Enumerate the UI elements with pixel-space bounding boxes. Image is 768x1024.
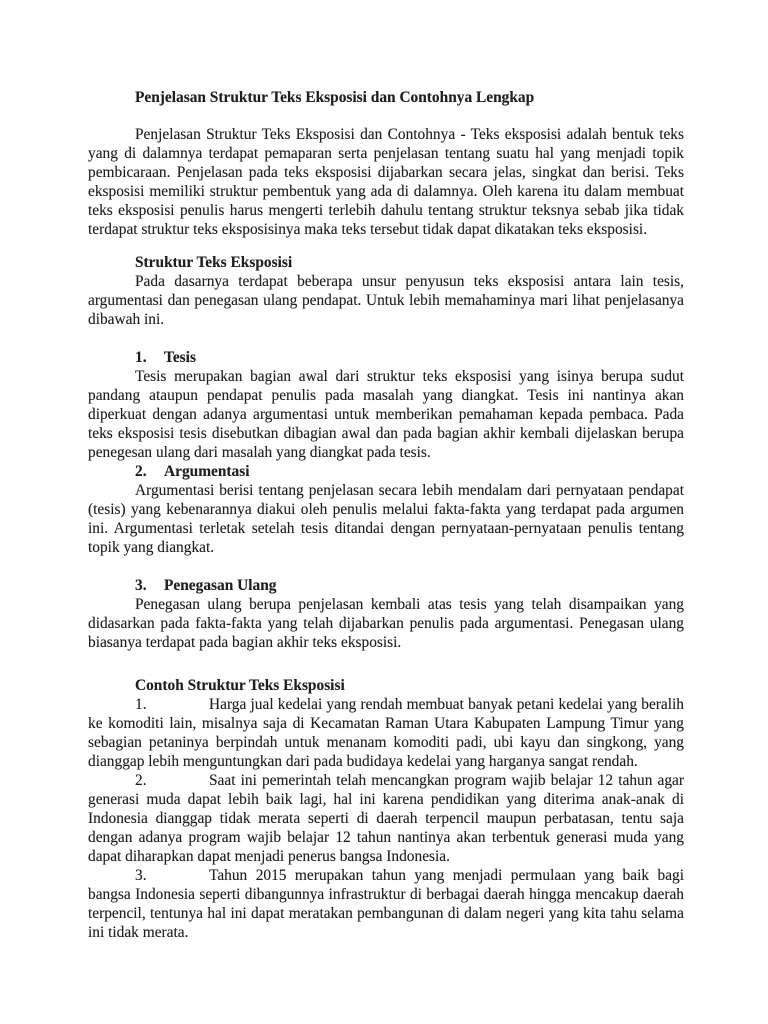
list-item-heading-tesis [135, 348, 684, 367]
contoh-item-2 [88, 771, 684, 866]
contoh-item-1 [88, 695, 684, 771]
contoh-item-number: 1. [135, 696, 147, 713]
list-item-label: Penegasan Ulang [164, 577, 277, 594]
contoh-item-text: Tahun 2015 merupakan tahun yang menjadi permulaan yang baik bagi bangsa Indonesia seperti dibangunnya infrastruktur di berbagai daerah hingga mencakup daerah terpencil, tentunya hal ini dapat meratakan pembangunan di dalam negeri yang kita tahu selama ini tidak merata. [88, 867, 684, 941]
section-heading-contoh: Contoh Struktur Teks Eksposisi [135, 677, 345, 694]
contoh-item-number: 2. [135, 772, 147, 789]
list-item-heading-penegasan-ulang [135, 576, 684, 595]
list-item-number: 3. [135, 577, 147, 594]
struktur-paragraph: Pada dasarnya terdapat beberapa unsur penyusun teks eksposisi antara lain tesis, argumentasi dan penegasan ulang pendapat. Untuk lebih memahaminya mari lihat penjelasanya dibawah ini. [88, 273, 684, 328]
tesis-paragraph: Tesis merupakan bagian awal dari struktur teks eksposisi yang isinya berupa sudut pandang ataupun pendapat penulis pada masalah yang diangkat. Tesis ini nantinya akan diperkuat dengan adanya argumentasi untuk memberikan pemahaman kepada pembaca. Pada teks eksposisi tesis disebutkan dibagian awal dan pada bagian akhir kembali dijelaskan berupa penegesan ulang dari masalah yang diangkat pada tesis. [88, 368, 684, 461]
document-title: Penjelasan Struktur Teks Eksposisi dan Contohnya Lengkap [135, 89, 535, 106]
contoh-item-number: 3. [135, 867, 147, 884]
section-heading-struktur: Struktur Teks Eksposisi [135, 254, 293, 271]
penegasan-ulang-paragraph: Penegasan ulang berupa penjelasan kembali atas tesis yang telah disampaikan yang didasarkan pada fakta-fakta yang telah dijabarkan penulis pada argumentasi. Penegasan ulang biasanya terdapat pada bagian akhir teks eksposisi. [88, 596, 684, 651]
contoh-item-text: Saat ini pemerintah telah mencangkan program wajib belajar 12 tahun agar generasi muda dapat lebih baik lagi, hal ini karena pendidikan yang diterima anak-anak di Indonesia dianggap tidak merata seperti di daerah terpencil maupun perbatasan, tentu saja dengan adanya program wajib belajar 12 tahun nantinya akan terbentuk generasi muda yang dapat diharapkan dapat menjadi penerus bangsa Indonesia. [88, 772, 684, 865]
list-item-heading-argumentasi [135, 462, 684, 481]
list-item-label: Argumentasi [164, 463, 250, 480]
contoh-item-text: Harga jual kedelai yang rendah membuat banyak petani kedelai yang beralih ke komoditi lain, misalnya saja di Kecamatan Raman Utara Kabupaten Lampung Timur yang sebagian petaninya berpindah untuk menanam komoditi padi, ubi kayu dan singkong, yang dianggap lebih menguntungkan dari pada budidaya kedelai yang harganya sangat rendah. [88, 696, 684, 770]
list-item-label: Tesis [164, 349, 196, 366]
intro-paragraph: Penjelasan Struktur Teks Eksposisi dan Contohnya - Teks eksposisi adalah bentuk teks yang di dalamnya terdapat pemaparan serta penjelasan tentang suatu hal yang menjadi topik pembicaraan. Penjelasan pada teks eksposisi dijabarkan secara jelas, singkat dan berisi. Teks eksposisi memiliki struktur pembentuk yang ada di dalamnya. Oleh karena itu dalam membuat teks eksposisi penulis harus mengerti terlebih dahulu tentang struktur teksnya sebab jika tidak terdapat struktur teks eksposisinya maka teks tersebut tidak dapat dikatakan teks eksposisi. [88, 126, 684, 238]
contoh-item-3 [88, 866, 684, 942]
list-item-number: 2. [135, 463, 147, 480]
list-item-number: 1. [135, 349, 147, 366]
argumentasi-paragraph: Argumentasi berisi tentang penjelasan secara lebih mendalam dari pernyataan pendapat (tesis) yang kebenarannya diakui oleh penulis melalui fakta-fakta yang terdapat pada argumen ini. Argumentasi terletak setelah tesis ditandai dengan pernyataan-pernyataan penulis tentang topik yang diangkat. [88, 482, 684, 556]
